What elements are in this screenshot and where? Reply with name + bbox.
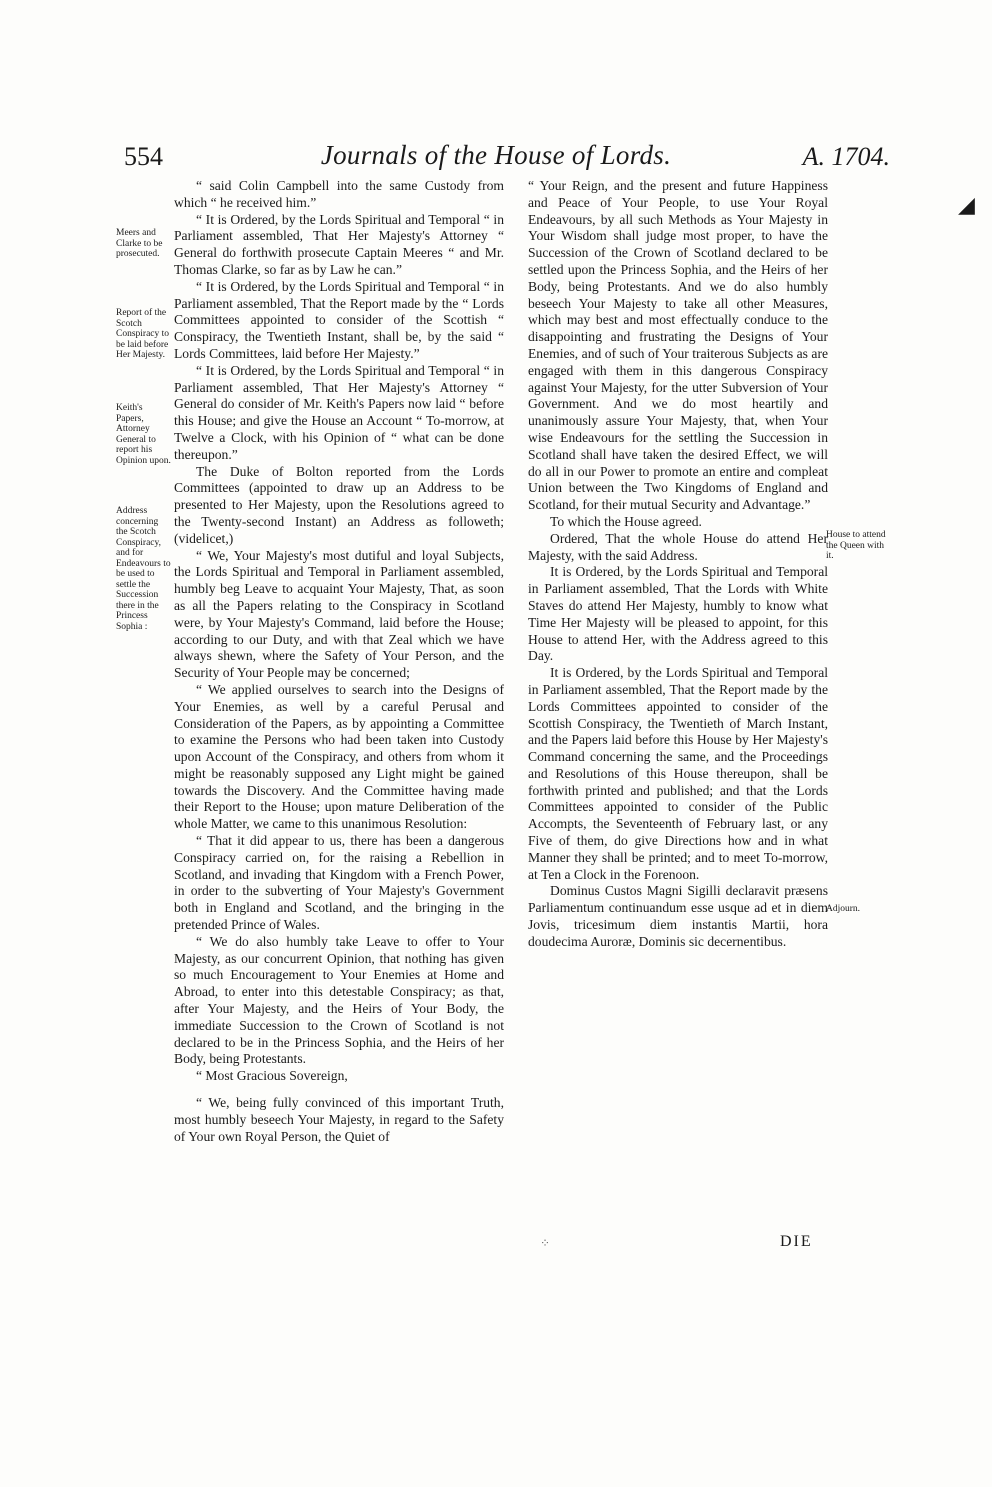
left-paragraph-2: “ It is Ordered, by the Lords Spiritual and Temporal “ in Parliament assembled, That Her Majesty's Attorney “ General do forthwith prosecute Captain Meeres “ and Mr. Thomas Clarke, so far as by Law he can.” [174,211,504,277]
left-paragraph-8: “ That it did appear to us, there has been a dangerous Conspiracy carried on, for the raising a Rebellion in Scotland, and invading that Kingdom with a French Power, in order to the subverting of Your Majesty's Government both in England and Scotland, and the bringing in the pretended Prince of Wales. [174,833,504,933]
right-paragraph-5: It is Ordered, by the Lords Spiritual and Temporal in Parliament assembled, That the Report made by the Lords Committees appointed to consider of the Scottish Conspiracy, the Twentieth of March Instant, and the Papers laid before this House by Her Majesty's Command concerning the same, and the Proceedings and Resolutions of this House thereupon, shall be forthwith printed and published; and that the Lords Committees appointed to consider of the Public Accompts, the Seventeenth of February last, or any Five of them, do give Directions how and in what Manner they shall be printed; and to meet To-morrow, at Ten a Clock in the Forenoon. [528,665,828,882]
left-paragraph-11: “ We, being fully convinced of this important Truth, most humbly beseech Your Majesty, in regard to the Safety of Your own Royal Person, the Quiet of [174,1095,504,1144]
page-year: A. 1704. [802,142,890,171]
margin-note-meeres: Meers and Clarke to be prosecuted. [116,228,163,259]
margin-note-adjourn: Adjourn. [826,904,861,914]
left-paragraph-3: “ It is Ordered, by the Lords Spiritual and Temporal “ in Parliament assembled, That the Report made by the “ Lords Committees appointed to consider of the Scottish “ Conspiracy, the Twentieth Instant, shall be, by the said “ Lords Committees, laid before Her Majesty.” [174,278,504,361]
left-paragraph-1: “ said Colin Campbell into the same Custody from which “ he received him.” [174,178,504,210]
margin-note-address: Address concerning the Scotch Conspiracy, and for Endeavours to be used to settle the Succession there in the Princess Sophia : [116,506,171,632]
right-column [528,178,828,951]
catchword: DIE [780,1233,813,1250]
margin-note-keith: Keith's Papers, Attorney General to report his Opinion upon. [116,403,171,466]
right-paragraph-6: Dominus Custos Magni Sigilli declaravit præsens Parliamentum continuandum esse usque ad et in diem Jovis, tricesimum diem instantis Martii, hora doudecima Auroræ, Dominis sic decernentibus. [528,883,828,949]
right-paragraph-3: Ordered, That the whole House do attend Her Majesty, with the said Address. [528,530,828,563]
page-title: Journals of the House of Lords. [320,140,672,170]
margin-note-report: Report of the Scotch Conspiracy to be laid before Her Majesty. [116,308,170,360]
left-paragraph-4: “ It is Ordered, by the Lords Spiritual and Temporal “ in Parliament assembled, That Her Majesty's Attorney “ General do consider of Mr. Keith's Papers now laid “ before this House; and give the House an Account “ To-morrow, at Twelve a Clock, with his Opinion of “ what can be done thereupon.” [174,362,504,462]
left-paragraph-7: “ We applied ourselves to search into the Designs of Your Enemies, as well by a careful Perusal and Consideration of the Papers, as by appointing a Committee to examine the Persons who had been taken into Custody upon Account of the Conspiracy, and others from whom it might be reasonably supposed any Light might be gained towards the Discovery. And the Committee having made their Report to the House; upon mature Deliberation of the whole Matter, we came to this unanimous Resolution: [174,681,504,832]
left-paragraph-5: The Duke of Bolton reported from the Lords Committees (appointed to draw up an Address to be presented to Her Majesty, upon the Resolutions agreed to the Twenty-second Instant) an Address as followeth; (videlicet,) [174,463,504,546]
page-header [0,138,992,178]
left-column [174,178,504,1145]
margin-note-house-attend: House to attend the Queen with it. [826,530,886,561]
left-paragraph-6: “ We, Your Majesty's most dutiful and loyal Subjects, the Lords Spiritual and Temporal in Parliament assembled, humbly beg Leave to acquaint Your Majesty, That, as soon as all the Papers relating to the Conspiracy in Scotland were, by Your Majesty's Command, laid before the House; according to our Duty, and with that Zeal which we have always shewn, where the Safety of Your Person, and the Security of Your People may be concerned; [174,547,504,681]
right-paragraph-4: It is Ordered, by the Lords Spiritual and Temporal in Parliament assembled, That the Lords with White Staves do attend Her Majesty, humbly to know what Time Her Majesty will be pleased to appoint, for this House to attend Her, with the Address agreed to this Day. [528,564,828,664]
right-paragraph-1: “ Your Reign, and the present and future Happiness and Peace of Your People, to use Your Royal Endeavours, by all such Methods as Your Majesty in Your Wisdom shall judge most proper, to have the Succession of the Crown of Scotland declared to be settled upon the Princess Sophia, and the Heirs of her Body, being Protestants. And we do also humbly beseech Your Majesty to take all other Measures, which may best and most effectually conduce to the disappointing and frustrating the Designs of Your Enemies, and of such of Your traiterous Subjects as are engaged with them in this dangerous Conspiracy against Your Majesty, for the utter Subversion of Your Government. And we do most heartily and unanimously assure Your Majesty, that, when Your wise Endeavours for the settling the Succession in Scotland shall have taken the desired Effect, we will do all in our Power to promote an entire and compleat Union between the Two Kingdoms of England and Scotland, for their mutual Security and Advantage.” [528,178,828,513]
left-paragraph-10: “ Most Gracious Sovereign, [196,1068,348,1084]
stray-mark: ⁘ [540,1236,551,1250]
edge-mark: ◢ [958,192,975,217]
page-number: 554 [124,142,163,171]
left-paragraph-9: “ We do also humbly take Leave to offer to Your Majesty, as our concurrent Opinion, that nothing has given so much Encouragement to Your Enemies at Home and Abroad, to enter into this detestable Conspiracy; as that, after Your Majesty, and the Heirs of Your Body, the immediate Succession to the Crown of Scotland is not declared to be in the Princess Sophia, and the Heirs of her Body, being Protestants. [174,933,504,1067]
right-paragraph-2: To which the House agreed. [550,513,702,529]
